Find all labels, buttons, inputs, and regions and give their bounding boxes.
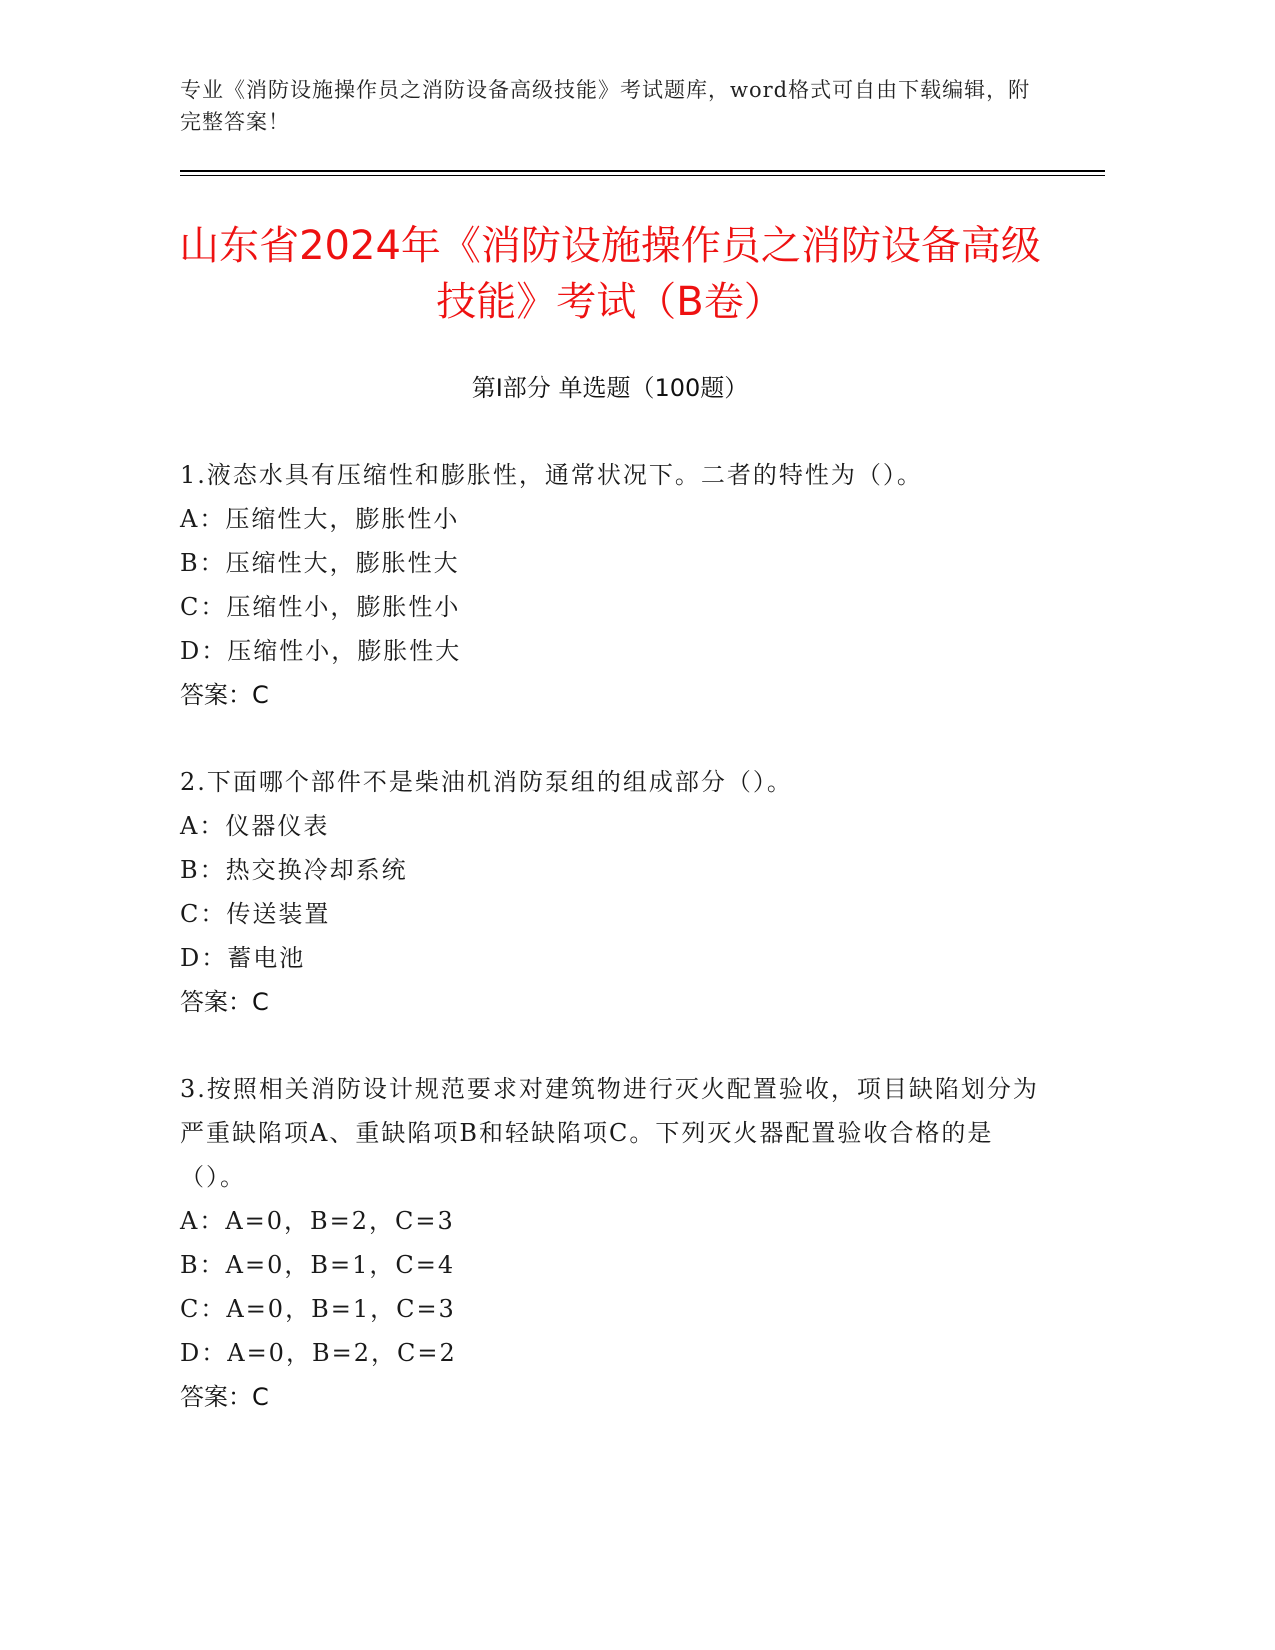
option-a: A：A=0，B=2，C=3	[180, 1207, 455, 1235]
answer: 答案：C	[180, 681, 269, 709]
option-a: A：仪器仪表	[180, 812, 330, 840]
question-item	[180, 1067, 1040, 1419]
option-d: D：压缩性小，膨胀性大	[180, 637, 462, 665]
option-c: C：压缩性小，膨胀性小	[180, 593, 461, 621]
question-stem: 2.下面哪个部件不是柴油机消防泵组的组成部分（）。	[180, 768, 793, 796]
option-c: C：A=0，B=1，C=3	[180, 1295, 456, 1323]
answer: 答案：C	[180, 988, 269, 1016]
option-b: B：热交换冷却系统	[180, 856, 408, 884]
question-list	[180, 453, 1040, 1462]
section-title: 第I部分 单选题（100题）	[471, 374, 749, 402]
option-b: B：压缩性大，膨胀性大	[180, 549, 460, 577]
option-b: B：A=0，B=1，C=4	[180, 1251, 456, 1279]
header-note: 专业《消防设施操作员之消防设备高级技能》考试题库，word格式可自由下载编辑，附完整答案！	[180, 78, 1031, 134]
option-d: D：蓄电池	[180, 944, 306, 972]
option-c: C：传送装置	[180, 900, 331, 928]
question-stem: 3.按照相关消防设计规范要求对建筑物进行灭火配置验收，项目缺陷划分为严重缺陷项A、重缺陷项B和轻缺陷项C。下列灭火器配置验收合格的是（）。	[180, 1075, 1039, 1191]
option-a: A：压缩性大，膨胀性小	[180, 505, 460, 533]
question-item	[180, 453, 1040, 717]
header-rule-thin	[180, 175, 1105, 176]
question-stem: 1.液态水具有压缩性和膨胀性，通常状况下。二者的特性为（）。	[180, 461, 923, 489]
option-d: D：A=0，B=2，C=2	[180, 1339, 457, 1367]
question-item	[180, 760, 1040, 1024]
answer: 答案：C	[180, 1383, 269, 1411]
document-title: 山东省2024年《消防设施操作员之消防设备高级技能》考试（B卷）	[179, 223, 1041, 325]
header-rule-thick	[180, 170, 1105, 172]
